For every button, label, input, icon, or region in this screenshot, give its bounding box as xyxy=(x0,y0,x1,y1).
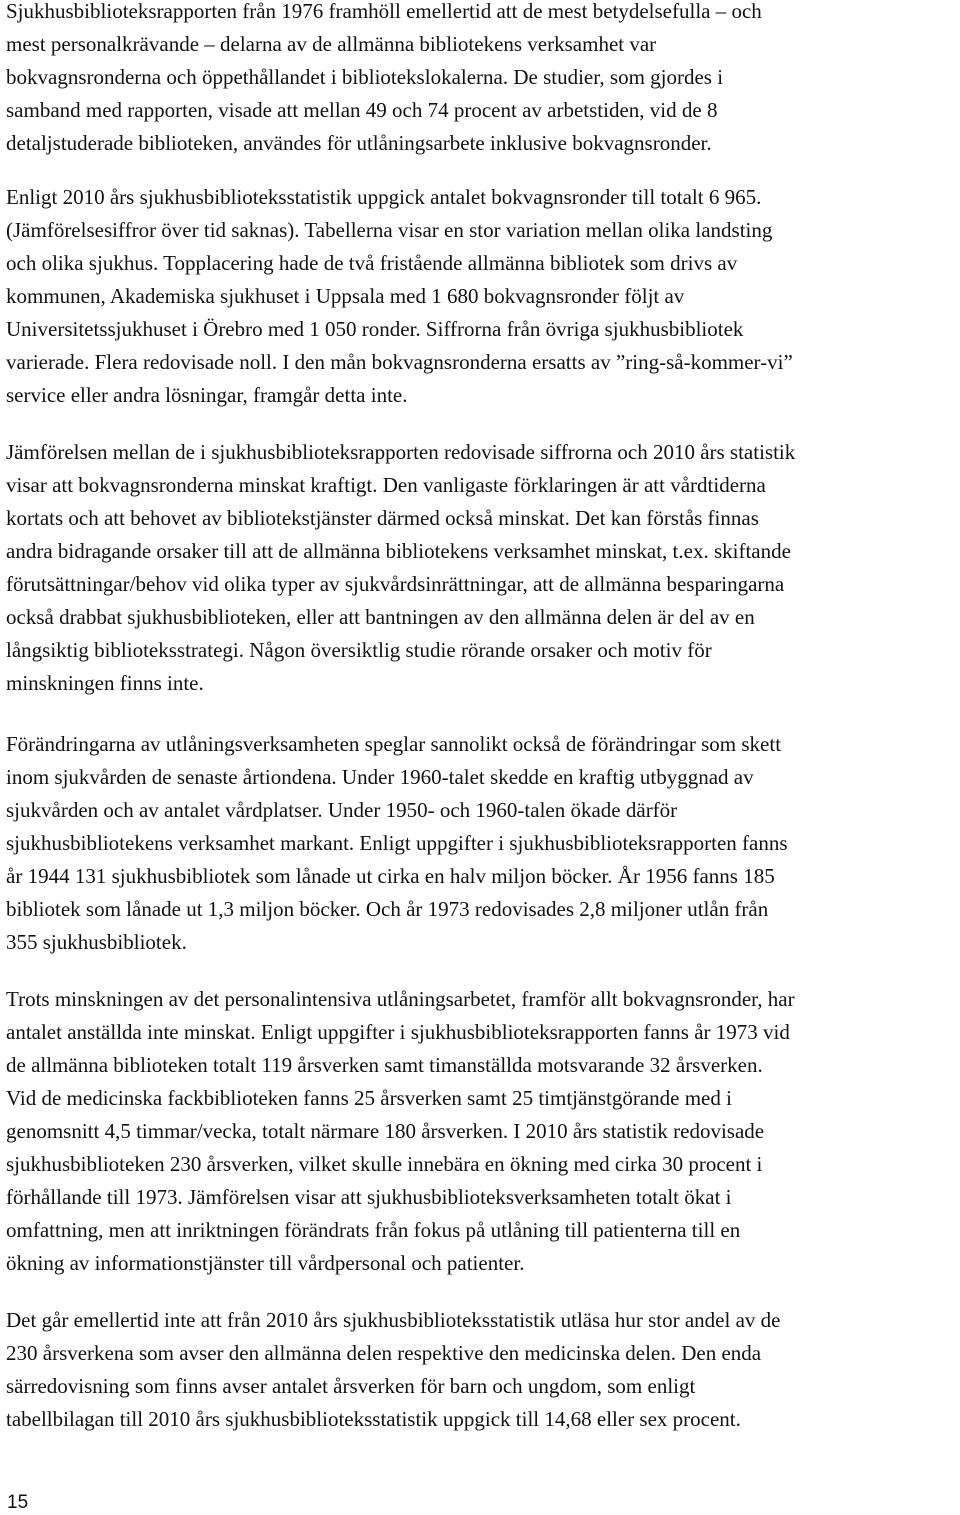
paragraph-line: andra bidragande orsaker till att de allmänna bibliotekens verksamhet minskat, t.ex. skiftande xyxy=(6,539,791,563)
paragraph-line: mest personalkrävande – delarna av de allmänna bibliotekens verksamhet var xyxy=(6,32,657,56)
paragraph-line: ökning av informationstjänster till vårdpersonal och patienter. xyxy=(6,1251,525,1275)
paragraph-line: samband med rapporten, visade att mellan 49 och 74 procent av arbetstiden, vid de 8 xyxy=(6,98,718,122)
paragraph-line: Vid de medicinska fackbiblioteken fanns 25 årsverken samt 25 timtjänstgörande med i xyxy=(6,1086,732,1110)
paragraph-line: visar att bokvagnsronderna minskat kraftigt. Den vanligaste förklaringen är att vårdtiderna xyxy=(6,473,766,497)
paragraph-line: service eller andra lösningar, framgår detta inte. xyxy=(6,383,408,407)
paragraph-3 xyxy=(6,436,952,700)
paragraph-line: Universitetssjukhuset i Örebro med 1 050 ronder. Siffrorna från övriga sjukhusbibliotek xyxy=(6,317,744,341)
paragraph-line: Enligt 2010 års sjukhusbiblioteksstatistik uppgick antalet bokvagnsronder till totalt 6 965. xyxy=(6,185,762,209)
paragraph-line: långsiktig biblioteksstrategi. Någon översiktlig studie rörande orsaker och motiv för xyxy=(6,638,712,662)
paragraph-line: varierade. Flera redovisade noll. I den mån bokvagnsronderna ersatts av ”ring-så-kommer-vi” xyxy=(6,350,793,374)
paragraph-line: sjukvården och av antalet vårdplatser. Under 1950- och 1960-talen ökade därför xyxy=(6,798,678,822)
paragraph-6 xyxy=(6,1304,952,1436)
paragraph-line: och olika sjukhus. Topplacering hade de två fristående allmänna bibliotek som drivs av xyxy=(6,251,738,275)
page-number: 15 xyxy=(7,1492,29,1513)
paragraph-line: tabellbilagan till 2010 års sjukhusbiblioteksstatistik uppgick till 14,68 eller sex procent. xyxy=(6,1407,741,1431)
paragraph-line: Sjukhusbiblioteksrapporten från 1976 framhöll emellertid att de mest betydelsefulla – och xyxy=(6,0,762,23)
paragraph-line: år 1944 131 sjukhusbibliotek som lånade ut cirka en halv miljon böcker. År 1956 fanns 185 xyxy=(6,864,775,888)
paragraph-line: kortats och att behovet av bibliotekstjänster därmed också minskat. Det kan förstås finnas xyxy=(6,506,759,530)
paragraph-line: inom sjukvården de senaste årtiondena. Under 1960-talet skedde en kraftig utbyggnad av xyxy=(6,765,754,789)
paragraph-line: detaljstuderade biblioteken, användes för utlåningsarbete inklusive bokvagnsronder. xyxy=(6,131,712,155)
paragraph-line: 355 sjukhusbibliotek. xyxy=(6,930,187,954)
paragraph-line: förhållande till 1973. Jämförelsen visar att sjukhusbiblioteksverksamheten totalt ökat i xyxy=(6,1185,732,1209)
paragraph-line: omfattning, men att inriktningen förändrats från fokus på utlåning till patienterna till en xyxy=(6,1218,741,1242)
paragraph-line: särredovisning som finns avser antalet årsverken för barn och ungdom, som enligt xyxy=(6,1374,696,1398)
paragraph-line: kommunen, Akademiska sjukhuset i Uppsala med 1 680 bokvagnsronder följt av xyxy=(6,284,685,308)
paragraph-line: sjukhusbiblioteken 230 årsverken, vilket skulle innebära en ökning med cirka 30 procent i xyxy=(6,1152,763,1176)
paragraph-line: de allmänna biblioteken totalt 119 årsverken samt timanställda motsvarande 32 årsverken. xyxy=(6,1053,763,1077)
paragraph-5 xyxy=(6,983,952,1280)
paragraph-line: bokvagnsronderna och öppethållandet i bibliotekslokalerna. De studier, som gjordes i xyxy=(6,65,724,89)
paragraph-line: minskningen finns inte. xyxy=(6,671,204,695)
paragraph-2 xyxy=(6,181,952,412)
paragraph-line: sjukhusbibliotekens verksamhet markant. Enligt uppgifter i sjukhusbiblioteksrapporten fanns xyxy=(6,831,788,855)
paragraph-1 xyxy=(6,0,952,160)
paragraph-line: Det går emellertid inte att från 2010 års sjukhusbiblioteksstatistik utläsa hur stor andel av de xyxy=(6,1308,781,1332)
paragraph-line: Förändringarna av utlåningsverksamheten speglar sannolikt också de förändringar som skett xyxy=(6,732,782,756)
paragraph-line: Trots minskningen av det personalintensiva utlåningsarbetet, framför allt bokvagnsronder, har xyxy=(6,987,795,1011)
paragraph-4 xyxy=(6,728,952,959)
paragraph-line: antalet anställda inte minskat. Enligt uppgifter i sjukhusbiblioteksrapporten fanns år 1973 vid xyxy=(6,1020,790,1044)
paragraph-line: bibliotek som lånade ut 1,3 miljon böcker. Och år 1973 redovisades 2,8 miljoner utlån från xyxy=(6,897,769,921)
paragraph-line: Jämförelsen mellan de i sjukhusbiblioteksrapporten redovisade siffrorna och 2010 års statistik xyxy=(6,440,796,464)
paragraph-line: (Jämförelsesiffror över tid saknas). Tabellerna visar en stor variation mellan olika landsting xyxy=(6,218,773,242)
paragraph-line: 230 årsverkena som avser den allmänna delen respektive den medicinska delen. Den enda xyxy=(6,1341,762,1365)
paragraph-line: genomsnitt 4,5 timmar/vecka, totalt närmare 180 årsverken. I 2010 års statistik redovisade xyxy=(6,1119,765,1143)
paragraph-line: också drabbat sjukhusbiblioteken, eller att bantningen av den allmänna delen är del av en xyxy=(6,605,755,629)
paragraph-line: förutsättningar/behov vid olika typer av sjukvårdsinrättningar, att de allmänna besparingarna xyxy=(6,572,785,596)
